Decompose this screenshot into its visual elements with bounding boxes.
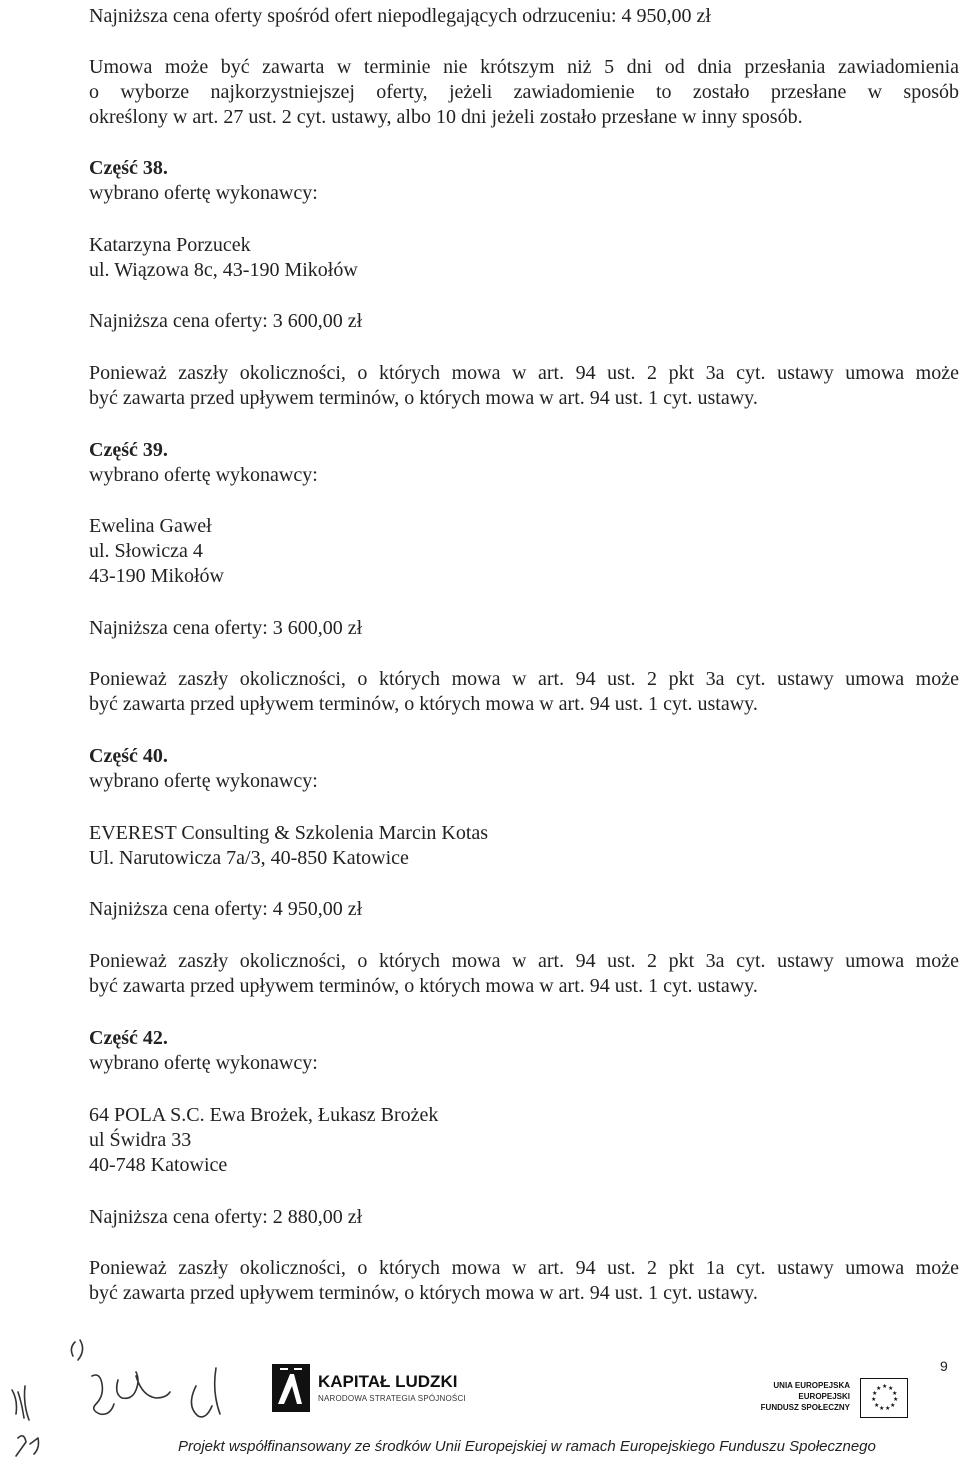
- part-title: Część 42.: [89, 1027, 168, 1049]
- kapital-ludzki-title: KAPITAŁ LUDZKI: [318, 1372, 458, 1391]
- part-title: Część 39.: [89, 439, 168, 461]
- agreement-line-3: określony w art. 27 ust. 2 cyt. ustawy, albo 10 dni jeżeli zostało przesłane w inny sposób.: [89, 106, 803, 128]
- svg-text:★: ★: [890, 1402, 896, 1409]
- part-title: Część 38.: [89, 157, 168, 179]
- contractor-name: Ewelina Gaweł: [89, 515, 212, 537]
- reason-line-2: być zawarta przed upływem terminów, o których mowa w art. 94 ust. 1 cyt. ustawy.: [89, 387, 758, 409]
- contractor-city: 43-190 Mikołów: [89, 565, 224, 587]
- svg-text:★: ★: [892, 1390, 898, 1397]
- svg-text:★: ★: [885, 1405, 891, 1412]
- offer-price: Najniższa cena oferty: 2 880,00 zł: [89, 1206, 363, 1228]
- chosen-offer-label: wybrano ofertę wykonawcy:: [89, 182, 318, 204]
- lowest-price-intro: Najniższa cena oferty spośród ofert niepodlegających odrzuceniu: 4 950,00 zł: [89, 5, 711, 27]
- svg-text:★: ★: [871, 1396, 877, 1403]
- contractor-address: ul Świdra 33: [89, 1129, 192, 1151]
- eu-logo: [730, 1378, 915, 1426]
- reason-line-1: Ponieważ zaszły okoliczności, o których mowa w art. 94 ust. 2 pkt 3a cyt. ustawy umowa może: [89, 362, 959, 384]
- contractor-address: Ul. Narutowicza 7a/3, 40-850 Katowice: [89, 847, 409, 869]
- eu-flag-icon: [860, 1378, 908, 1418]
- kapital-ludzki-emblem-icon: [270, 1362, 312, 1414]
- agreement-line-1: Umowa może być zawarta w terminie nie krótszym niż 5 dni od dnia przesłania zawiadomienia: [89, 56, 959, 78]
- chosen-offer-label: wybrano ofertę wykonawcy:: [89, 770, 318, 792]
- svg-text:★: ★: [876, 1385, 882, 1392]
- eu-logo-line: FUNDUSZ SPOŁECZNY: [760, 1403, 850, 1412]
- offer-price: Najniższa cena oferty: 3 600,00 zł: [89, 617, 363, 639]
- svg-text:★: ★: [872, 1390, 878, 1397]
- reason-line-2: być zawarta przed upływem terminów, o których mowa w art. 94 ust. 1 cyt. ustawy.: [89, 975, 758, 997]
- reason-line-2: być zawarta przed upływem terminów, o których mowa w art. 94 ust. 1 cyt. ustawy.: [89, 1282, 758, 1304]
- kapital-ludzki-logo: [270, 1362, 500, 1422]
- reason-line-2: być zawarta przed upływem terminów, o których mowa w art. 94 ust. 1 cyt. ustawy.: [89, 693, 758, 715]
- eu-logo-line: UNIA EUROPEJSKA: [773, 1381, 850, 1390]
- eu-logo-text: [730, 1380, 850, 1413]
- reason-line-1: Ponieważ zaszły okoliczności, o których mowa w art. 94 ust. 2 pkt 3a cyt. ustawy umowa może: [89, 950, 959, 972]
- contractor-city: 40-748 Katowice: [89, 1154, 228, 1176]
- contractor-address: ul. Słowicza 4: [89, 540, 203, 562]
- contractor-name: Katarzyna Porzucek: [89, 234, 251, 256]
- agreement-line-2: o wyborze najkorzystniejszej oferty, jeżeli zawiadomienie to zostało przesłane w sposób: [89, 81, 959, 103]
- svg-text:★: ★: [888, 1385, 894, 1392]
- kapital-ludzki-subtitle: NARODOWA STRATEGIA SPÓJNOŚCI: [318, 1394, 466, 1403]
- page-number: 9: [940, 1358, 948, 1374]
- svg-text:★: ★: [879, 1405, 885, 1412]
- offer-price: Najniższa cena oferty: 3 600,00 zł: [89, 310, 363, 332]
- chosen-offer-label: wybrano ofertę wykonawcy:: [89, 464, 318, 486]
- chosen-offer-label: wybrano ofertę wykonawcy:: [89, 1052, 318, 1074]
- contractor-address: ul. Wiązowa 8c, 43-190 Mikołów: [89, 259, 358, 281]
- svg-text:★: ★: [874, 1402, 880, 1409]
- reason-line-1: Ponieważ zaszły okoliczności, o których mowa w art. 94 ust. 2 pkt 1a cyt. ustawy umowa może: [89, 1257, 959, 1279]
- contractor-name: EVEREST Consulting & Szkolenia Marcin Kotas: [89, 822, 489, 844]
- svg-text:★: ★: [882, 1383, 888, 1390]
- footer-text: Projekt współfinansowany ze środków Unii Europejskiej w ramach Europejskiego Funduszu Społecznego: [178, 1438, 876, 1455]
- part-title: Część 40.: [89, 745, 168, 767]
- eu-logo-line: EUROPEJSKI: [798, 1392, 850, 1401]
- svg-text:★: ★: [893, 1396, 899, 1403]
- contractor-name: 64 POLA S.C. Ewa Brożek, Łukasz Brożek: [89, 1104, 439, 1126]
- reason-line-1: Ponieważ zaszły okoliczności, o których mowa w art. 94 ust. 2 pkt 3a cyt. ustawy umowa może: [89, 668, 959, 690]
- offer-price: Najniższa cena oferty: 4 950,00 zł: [89, 898, 363, 920]
